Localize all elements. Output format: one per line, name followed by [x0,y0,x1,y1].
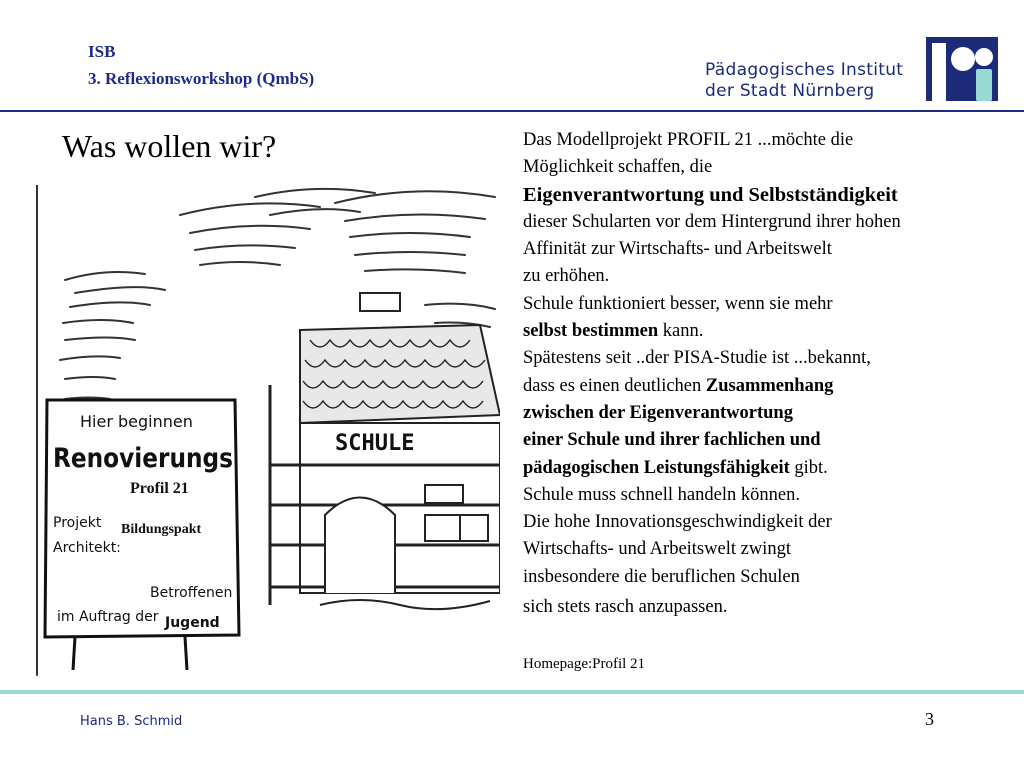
text-line: sich stets rasch anzupassen. [523,597,728,618]
logo-line-1: Pädagogisches Institut [705,60,904,80]
text-fragment: gibt. [789,457,828,478]
text-line: Schule muss schnell handeln können. [523,484,800,505]
text-line: zu erhöhen. [523,266,610,287]
text-fragment: kann. [658,321,704,342]
text-line: Schule funktioniert besser, wenn sie mehr [523,293,833,314]
footer-author: Hans B. Schmid [80,714,183,729]
sign-architekt: Architekt: [53,540,121,556]
sign-hier-beginnen: Hier beginnen [80,412,193,431]
institute-logo-text [705,60,903,102]
text-line: Spätestens seit ..der PISA-Studie ist ...bekannt, [523,348,871,369]
text-line: Wirtschafts- und Arbeitswelt zwingt [523,539,791,560]
header-org: ISB [88,42,116,61]
text-line: Die hohe Innovationsgeschwindigkeit der [523,512,832,533]
sign-betroffenen: Betroffenen [150,585,233,601]
text-line [523,373,1003,400]
slide-body-text [523,127,1003,621]
text-line: Das Modellprojekt PROFIL 21 ...möchte die [523,130,854,150]
text-line-emphasis: zwischen der Eigenverantwortung [523,402,793,423]
sign-jugend: Jugend [165,615,220,631]
sign-auftrag: im Auftrag der [57,609,159,625]
text-line: dieser Schularten vor dem Hintergrund ihrer hohen [523,211,901,232]
text-line [523,318,1003,345]
slide-title: Was wollen wir? [62,128,277,164]
text-emphasis: selbst bestimmen [523,321,659,342]
sign-profil-21: Profil 21 [130,480,189,497]
text-emphasis: pädagogischen Leistungsfähigkeit [523,457,790,478]
header-workshop: 3. Reflexionsworkshop (QmbS) [88,69,315,88]
page-number: 3 [925,709,934,729]
sign-projekt: Projekt [53,515,102,531]
cartoon-illustration [35,185,500,677]
text-emphasis: Zusammenhang [705,375,834,396]
text-line: Möglichkeit schaffen, die [523,157,713,178]
text-fragment: dass es einen deutlichen [523,375,706,396]
text-line-emphasis: einer Schule und ihrer fachlichen und [523,430,821,451]
header-divider [0,110,1024,112]
footer-divider [0,690,1024,694]
institute-logo-icon [926,37,998,101]
school-sign-text: SCHULE [335,431,415,456]
logo-line-2: der Stadt Nürnberg [705,81,875,101]
homepage-link[interactable]: Homepage:Profil 21 [523,656,646,672]
sign-bildungspakt: Bildungspakt [121,522,202,537]
text-line-emphasis: Eigenverantwortung und Selbstständigkeit [523,183,898,206]
sign-renovierung: Renovierungs [53,443,233,474]
text-line: Affinität zur Wirtschafts- und Arbeitswelt [523,239,832,260]
text-line [523,455,1003,482]
text-line: insbesondere die beruflichen Schulen [523,566,800,587]
